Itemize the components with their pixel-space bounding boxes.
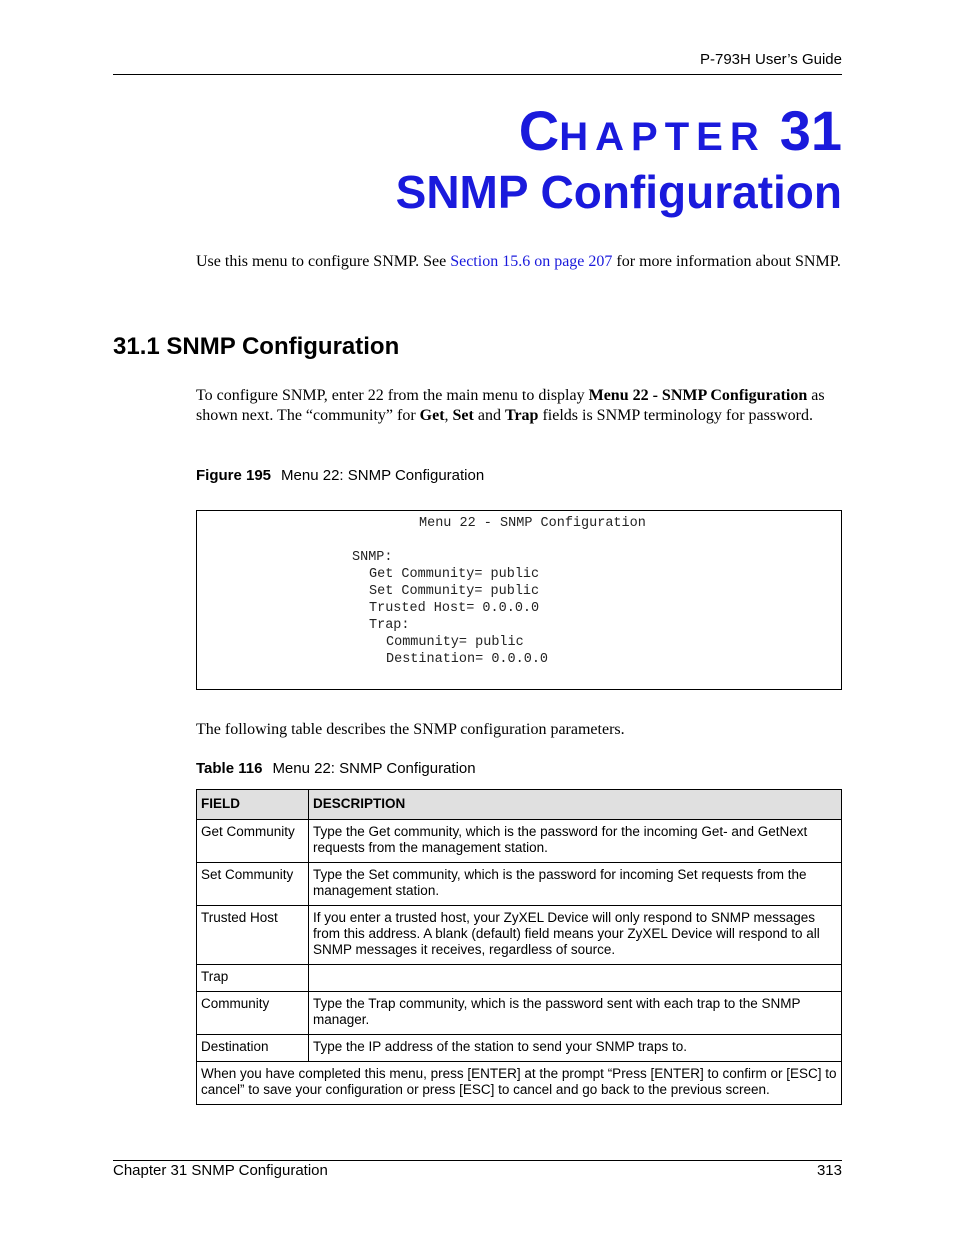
- table-row: [197, 820, 842, 863]
- table-row: [197, 863, 842, 906]
- table-label: Table 116: [196, 760, 263, 777]
- chapter-number: 31: [779, 99, 842, 162]
- chapter-title: SNMP Configuration: [395, 166, 842, 218]
- row-field: Set Community: [197, 863, 309, 906]
- menu-screen: [196, 510, 842, 690]
- footer-chapter: Chapter 31 SNMP Configuration: [113, 1162, 328, 1179]
- para-bold-set: Set: [452, 407, 474, 424]
- row-description: Type the Trap community, which is the password sent with each trap to the SNMP manager.: [309, 992, 842, 1035]
- figure-caption: [196, 467, 484, 484]
- row-description: [309, 965, 842, 992]
- table-caption-text: Menu 22: SNMP Configuration: [272, 760, 476, 777]
- header-rule: [113, 74, 842, 75]
- para-text: fields is SNMP terminology for password.: [538, 407, 813, 424]
- row-field: Community: [197, 992, 309, 1035]
- row-field: Get Community: [197, 820, 309, 863]
- table-footer-note: When you have completed this menu, press [ENTER] at the prompt “Press [ENTER] to confirm or [ESC] to cancel” to save your configuration or press [ESC] to cancel and go back to the previous screen.: [197, 1062, 842, 1105]
- para-text: To configure SNMP, enter 22 from the main menu to display: [196, 387, 589, 404]
- para-bold-get: Get: [419, 407, 445, 424]
- para-bold-trap: Trap: [504, 407, 539, 424]
- figure-label: Figure 195: [196, 467, 272, 484]
- section-heading: 31.1 SNMP Configuration: [113, 333, 400, 360]
- table-row: [197, 992, 842, 1035]
- table-row: [197, 906, 842, 965]
- menu-line-set-community: Set Community= public: [369, 584, 540, 599]
- para-text: and: [473, 407, 505, 424]
- menu-line-trap: Trap:: [369, 618, 410, 633]
- guide-title: P-793H User’s Guide: [699, 51, 842, 68]
- table-intro: The following table describes the SNMP configuration parameters.: [196, 721, 625, 738]
- menu-screen-title: Menu 22 - SNMP Configuration: [419, 516, 646, 531]
- table-footer-row: [197, 1062, 842, 1105]
- row-field: Trap: [197, 965, 309, 992]
- intro-text-before: Use this menu to configure SNMP. See: [196, 253, 451, 270]
- section-paragraph: [196, 386, 842, 426]
- table-header-row: [197, 790, 842, 820]
- table-row: [197, 1035, 842, 1062]
- para-bold-menu: Menu 22 - SNMP Configuration: [588, 387, 808, 404]
- header-description: DESCRIPTION: [309, 790, 842, 820]
- row-description: Type the Set community, which is the password for incoming Set requests from the management station.: [309, 863, 842, 906]
- row-field: Trusted Host: [197, 906, 309, 965]
- table-caption: [196, 760, 476, 777]
- chapter-label: [519, 98, 842, 163]
- header-field: FIELD: [197, 790, 309, 820]
- row-description: Type the IP address of the station to send your SNMP traps to.: [309, 1035, 842, 1062]
- parameter-table: [196, 789, 842, 1105]
- chapter-word-initial: C: [518, 99, 560, 162]
- chapter-word-rest: HAPTER: [559, 115, 766, 159]
- para-text: as shown next. The “community” for: [196, 387, 825, 424]
- row-field: Destination: [197, 1035, 309, 1062]
- para-text: ,: [444, 407, 453, 424]
- menu-line-destination: Destination= 0.0.0.0: [386, 652, 549, 667]
- intro-paragraph: [196, 252, 842, 272]
- intro-text-after: for more information about SNMP.: [612, 253, 841, 270]
- menu-line-get-community: Get Community= public: [369, 567, 540, 582]
- row-description: If you enter a trusted host, your ZyXEL Device will only respond to SNMP messages from this address. A blank (default) field means your ZyXEL Device will respond to all SNMP messages it receives, regardless of source.: [309, 906, 842, 965]
- footer-rule: [113, 1160, 842, 1161]
- menu-line-trap-community: Community= public: [386, 635, 524, 650]
- menu-line-trusted-host: Trusted Host= 0.0.0.0: [369, 601, 540, 616]
- row-description: Type the Get community, which is the password for the incoming Get- and GetNext requests from the management station.: [309, 820, 842, 863]
- section-link[interactable]: Section 15.6 on page 207: [450, 253, 613, 270]
- menu-line-snmp: SNMP:: [352, 550, 393, 565]
- page-number: 313: [816, 1162, 842, 1179]
- figure-caption-text: Menu 22: SNMP Configuration: [281, 467, 485, 484]
- table-row: [197, 965, 842, 992]
